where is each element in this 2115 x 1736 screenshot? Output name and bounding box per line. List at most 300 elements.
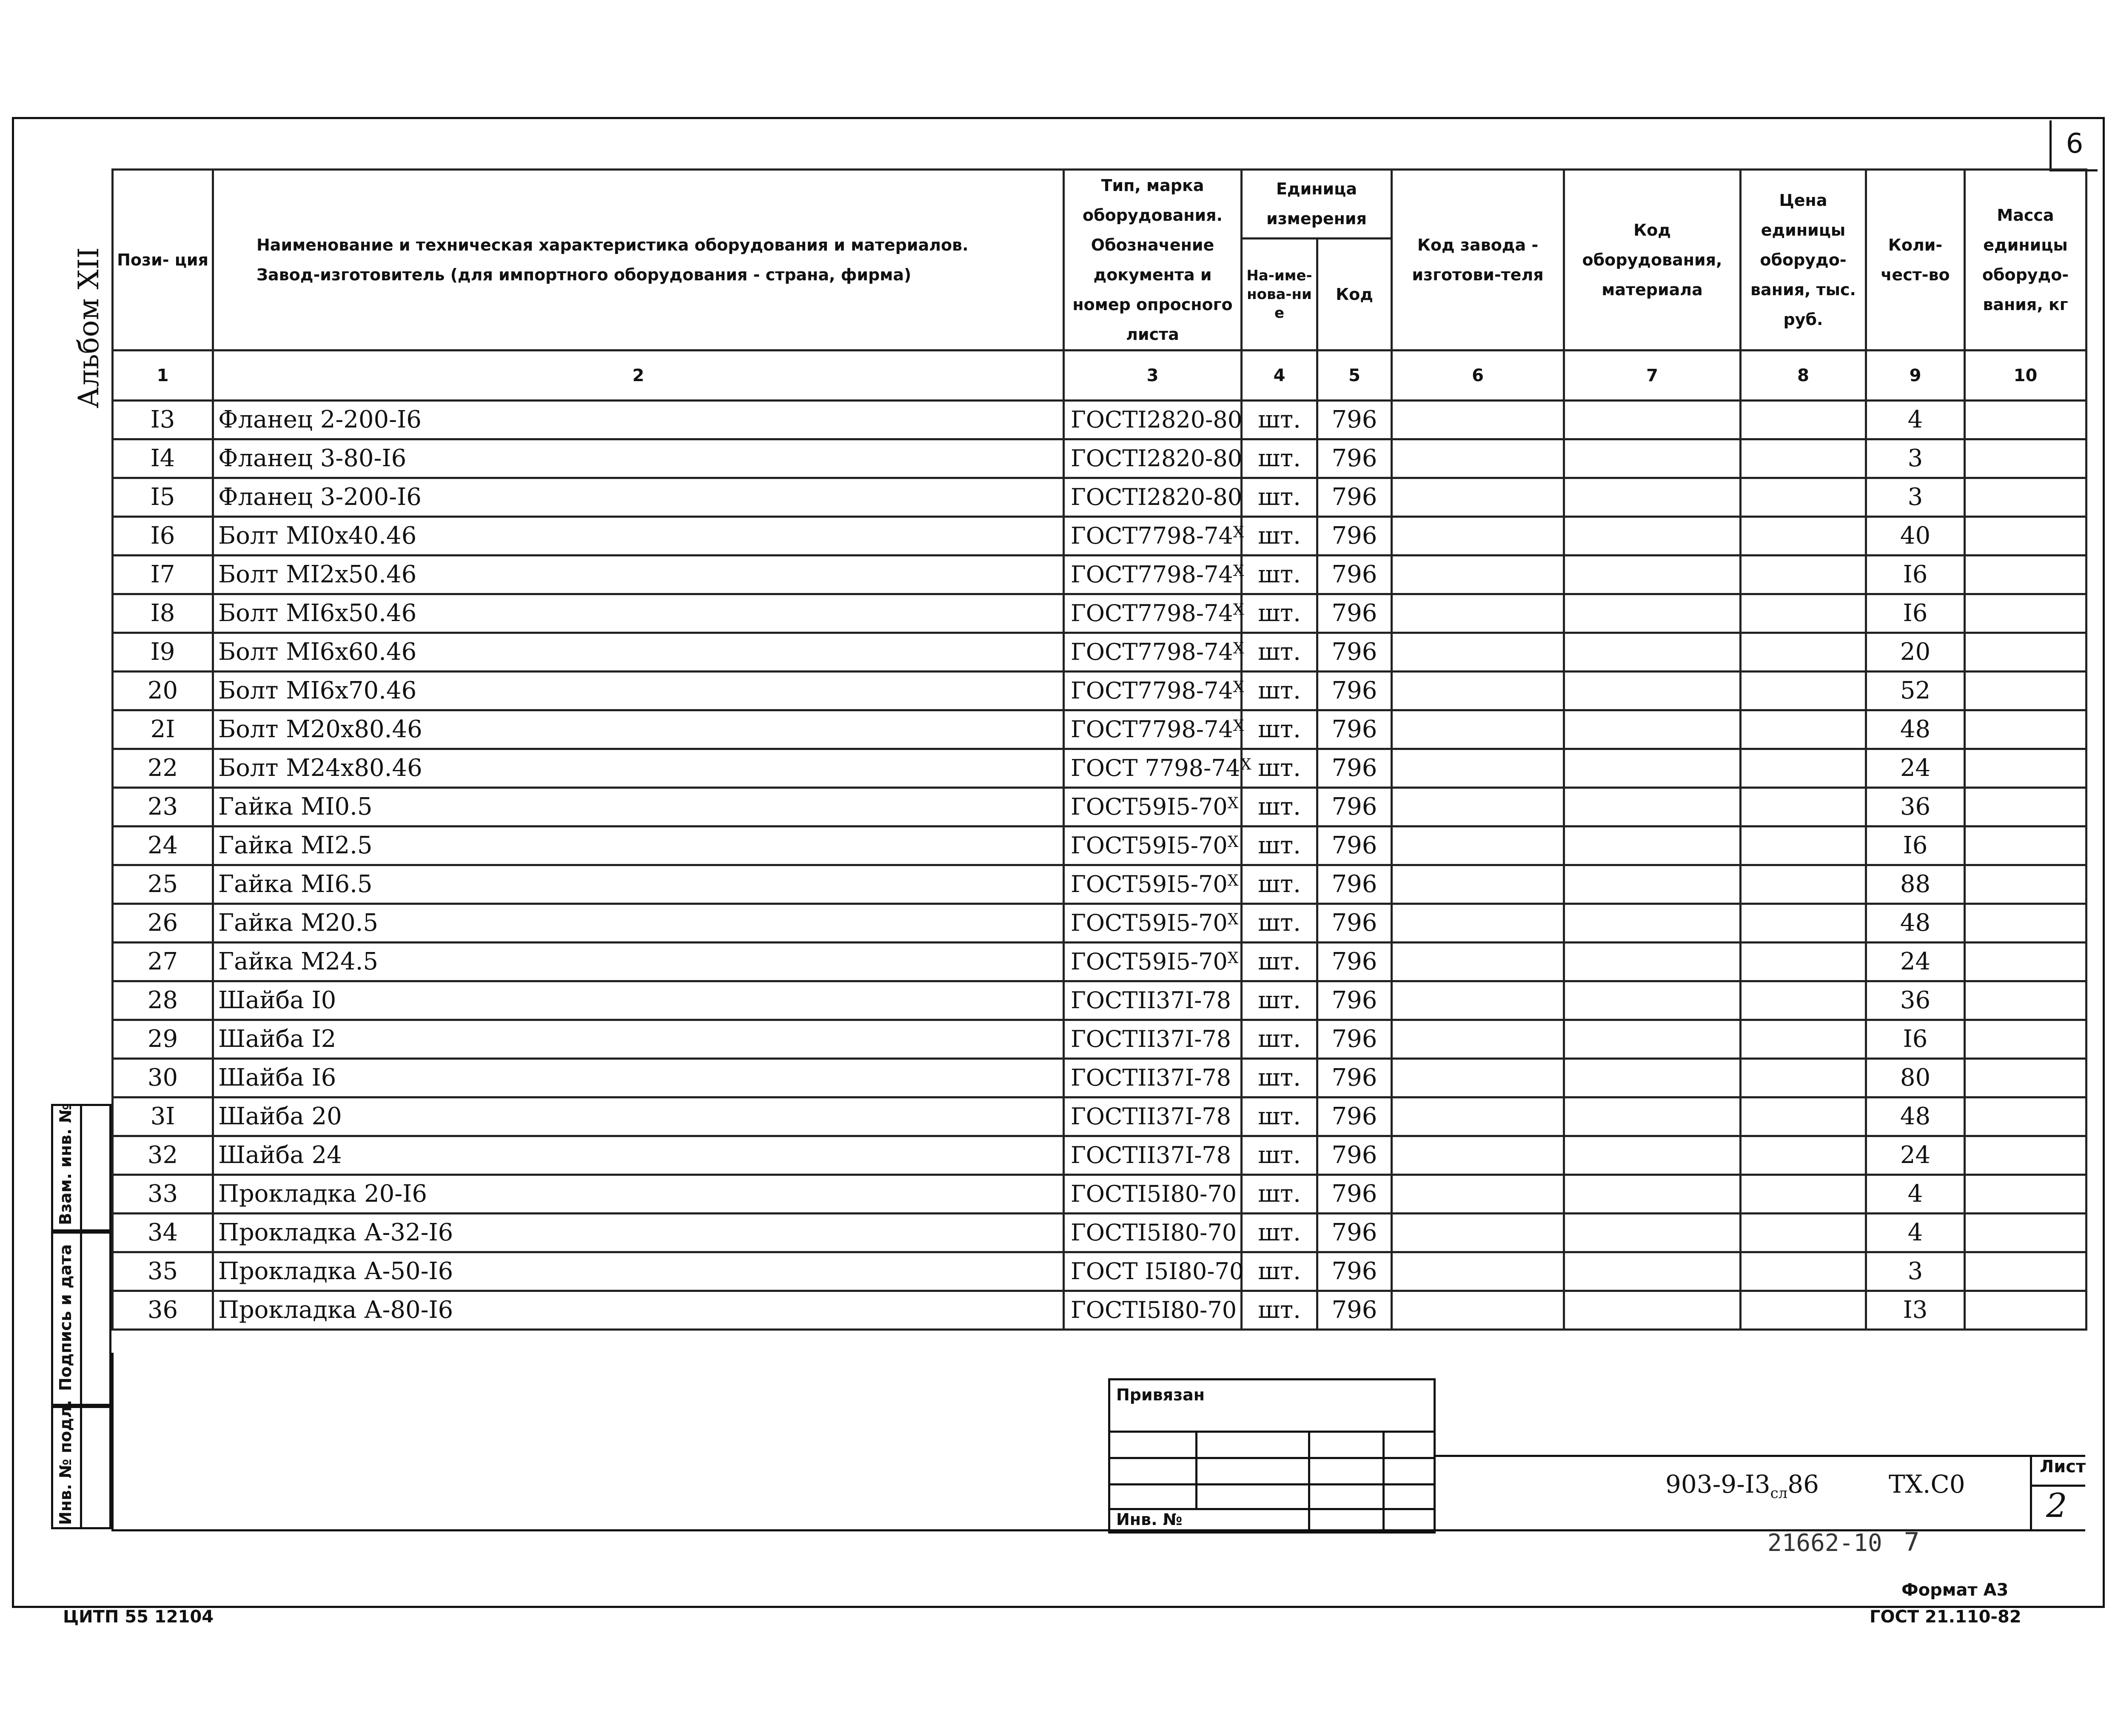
row-unit-price bbox=[1741, 439, 1866, 478]
row-mass bbox=[1965, 401, 2086, 439]
row-unit-price bbox=[1741, 1059, 1866, 1097]
row-position: 24 bbox=[113, 827, 213, 865]
row-equipment-code bbox=[1564, 981, 1741, 1020]
row-quantity: 48 bbox=[1866, 904, 1965, 943]
row-document-text: ГОСТ7798-74 bbox=[1071, 716, 1233, 743]
row-equipment-code bbox=[1564, 478, 1741, 517]
row-factory-code bbox=[1392, 517, 1564, 556]
row-equipment-code bbox=[1564, 401, 1741, 439]
row-factory-code bbox=[1392, 556, 1564, 594]
row-document-text: ГОСТ59I5-70 bbox=[1071, 948, 1228, 975]
row-position: 35 bbox=[113, 1252, 213, 1291]
row-factory-code bbox=[1392, 478, 1564, 517]
side-stamp-inv-original: Инв. № подл. bbox=[56, 1400, 75, 1525]
table-row bbox=[113, 439, 2086, 478]
row-unit: шт. bbox=[1242, 981, 1317, 1020]
title-block-divider bbox=[2030, 1455, 2032, 1531]
row-mass bbox=[1965, 1214, 2086, 1252]
row-mass bbox=[1965, 633, 2086, 672]
row-mass bbox=[1965, 594, 2086, 633]
row-mass bbox=[1965, 981, 2086, 1020]
row-factory-code bbox=[1392, 633, 1564, 672]
row-document bbox=[1064, 827, 1242, 865]
row-unit-code: 796 bbox=[1317, 633, 1392, 672]
row-unit: шт. bbox=[1242, 904, 1317, 943]
row-document bbox=[1064, 788, 1242, 827]
designation bbox=[1665, 1470, 1819, 1502]
printer-code: ЦИТП 55 12104 bbox=[63, 1607, 214, 1627]
row-name: Шайба I6 bbox=[213, 1059, 1064, 1097]
row-unit-price bbox=[1741, 710, 1866, 749]
row-document-text: ГОСТ59I5-70 bbox=[1071, 871, 1228, 898]
row-quantity: 48 bbox=[1866, 1097, 1965, 1136]
row-position: 36 bbox=[113, 1291, 213, 1330]
row-mass bbox=[1965, 1020, 2086, 1059]
row-factory-code bbox=[1392, 1175, 1564, 1214]
col-number: 4 bbox=[1242, 351, 1317, 401]
row-equipment-code bbox=[1564, 1175, 1741, 1214]
row-unit-code: 796 bbox=[1317, 1175, 1392, 1214]
sheet-corner-number: 6 bbox=[2049, 120, 2098, 171]
row-unit-code: 796 bbox=[1317, 401, 1392, 439]
header-unit-price: Цена единицы оборудо-вания, тыс. руб. bbox=[1741, 170, 1866, 351]
row-equipment-code bbox=[1564, 633, 1741, 672]
table-row bbox=[113, 710, 2086, 749]
row-document bbox=[1064, 1020, 1242, 1059]
row-document-superscript: X bbox=[1233, 601, 1244, 619]
row-position: 28 bbox=[113, 981, 213, 1020]
row-unit: шт. bbox=[1242, 710, 1317, 749]
row-position: I6 bbox=[113, 517, 213, 556]
row-quantity: 40 bbox=[1866, 517, 1965, 556]
row-document-superscript: X bbox=[1233, 640, 1244, 657]
row-name: Фланец 2-200-I6 bbox=[213, 401, 1064, 439]
table-row bbox=[113, 904, 2086, 943]
row-mass bbox=[1965, 710, 2086, 749]
row-document bbox=[1064, 594, 1242, 633]
attached-stamp bbox=[1108, 1378, 1436, 1534]
row-position: 2I bbox=[113, 710, 213, 749]
row-factory-code bbox=[1392, 981, 1564, 1020]
row-document-text: ГОСТ7798-74 bbox=[1071, 522, 1233, 549]
row-unit-price bbox=[1741, 1136, 1866, 1175]
row-unit-code: 796 bbox=[1317, 943, 1392, 981]
row-document-superscript: X bbox=[1233, 524, 1244, 541]
row-unit: шт. bbox=[1242, 556, 1317, 594]
row-document bbox=[1064, 478, 1242, 517]
row-equipment-code bbox=[1564, 1097, 1741, 1136]
row-equipment-code bbox=[1564, 827, 1741, 865]
row-equipment-code bbox=[1564, 865, 1741, 904]
row-unit: шт. bbox=[1242, 633, 1317, 672]
row-document-superscript: X bbox=[1227, 911, 1239, 928]
stamp-inv-label: Инв. № bbox=[1116, 1510, 1183, 1529]
row-name: Фланец 3-80-I6 bbox=[213, 439, 1064, 478]
row-position: 34 bbox=[113, 1214, 213, 1252]
row-factory-code bbox=[1392, 904, 1564, 943]
row-factory-code bbox=[1392, 827, 1564, 865]
row-name: Гайка МI0.5 bbox=[213, 788, 1064, 827]
row-unit: шт. bbox=[1242, 1020, 1317, 1059]
column-number-row bbox=[113, 351, 2086, 401]
row-mass bbox=[1965, 943, 2086, 981]
row-document-superscript: X bbox=[1233, 717, 1244, 735]
side-stamp-replace-inv: Взам. инв. № bbox=[56, 1103, 75, 1225]
row-name: Гайка М20.5 bbox=[213, 904, 1064, 943]
header-name bbox=[213, 170, 1064, 351]
row-document-text: ГОСТ59I5-70 bbox=[1071, 832, 1228, 859]
attached-label: Привязан bbox=[1116, 1385, 1205, 1404]
row-document-superscript: X bbox=[1233, 562, 1244, 580]
table-row bbox=[113, 943, 2086, 981]
row-unit: шт. bbox=[1242, 943, 1317, 981]
header-unit-code: Код bbox=[1317, 238, 1392, 350]
col-number: 3 bbox=[1064, 351, 1242, 401]
row-unit-code: 796 bbox=[1317, 1252, 1392, 1291]
table-row bbox=[113, 401, 2086, 439]
row-quantity: 4 bbox=[1866, 401, 1965, 439]
row-quantity: 3 bbox=[1866, 439, 1965, 478]
row-factory-code bbox=[1392, 594, 1564, 633]
row-unit-price bbox=[1741, 827, 1866, 865]
header-factory-code: Код завода - изготови-теля bbox=[1392, 170, 1564, 351]
row-document bbox=[1064, 1097, 1242, 1136]
row-equipment-code bbox=[1564, 1059, 1741, 1097]
row-quantity: 24 bbox=[1866, 1136, 1965, 1175]
row-document-text: ГОСТII37I-78 bbox=[1071, 1026, 1231, 1052]
handwritten-seven: 7 bbox=[1904, 1527, 1920, 1557]
row-factory-code bbox=[1392, 1252, 1564, 1291]
row-name: Прокладка А-50-I6 bbox=[213, 1252, 1064, 1291]
table-row bbox=[113, 1252, 2086, 1291]
row-mass bbox=[1965, 556, 2086, 594]
row-unit: шт. bbox=[1242, 439, 1317, 478]
row-name: Шайба I2 bbox=[213, 1020, 1064, 1059]
row-document-superscript: X bbox=[1227, 949, 1239, 967]
row-mass bbox=[1965, 478, 2086, 517]
row-quantity: 24 bbox=[1866, 749, 1965, 788]
row-unit: шт. bbox=[1242, 401, 1317, 439]
row-quantity: I6 bbox=[1866, 827, 1965, 865]
col-number: 10 bbox=[1965, 351, 2086, 401]
row-equipment-code bbox=[1564, 556, 1741, 594]
row-equipment-code bbox=[1564, 439, 1741, 478]
row-unit-price bbox=[1741, 478, 1866, 517]
row-unit-code: 796 bbox=[1317, 1097, 1392, 1136]
row-unit-price bbox=[1741, 1175, 1866, 1214]
row-equipment-code bbox=[1564, 517, 1741, 556]
row-unit-price bbox=[1741, 1214, 1866, 1252]
stamp-line bbox=[1195, 1431, 1197, 1508]
row-document-superscript: X bbox=[1240, 756, 1251, 773]
row-factory-code bbox=[1392, 1097, 1564, 1136]
left-line bbox=[111, 1353, 114, 1531]
row-document-superscript: X bbox=[1233, 678, 1244, 696]
row-document-text: ГОСТI2820-80 bbox=[1071, 484, 1243, 510]
table-row bbox=[113, 517, 2086, 556]
row-equipment-code bbox=[1564, 788, 1741, 827]
row-position: I5 bbox=[113, 478, 213, 517]
title-block-top bbox=[1436, 1455, 2085, 1457]
row-unit-code: 796 bbox=[1317, 981, 1392, 1020]
row-equipment-code bbox=[1564, 1214, 1741, 1252]
table-body bbox=[113, 401, 2086, 1330]
row-document-text: ГОСТ59I5-70 bbox=[1071, 793, 1228, 820]
col-number: 1 bbox=[113, 351, 213, 401]
row-document-text: ГОСТ7798-74 bbox=[1071, 600, 1233, 627]
row-mass bbox=[1965, 1252, 2086, 1291]
row-document bbox=[1064, 517, 1242, 556]
header-unit-name: На-име-нова-ние bbox=[1242, 238, 1317, 350]
format-label: Формат А3 bbox=[1901, 1580, 2009, 1600]
row-name: Фланец 3-200-I6 bbox=[213, 478, 1064, 517]
row-position: 25 bbox=[113, 865, 213, 904]
row-name: Болт МI6х70.46 bbox=[213, 672, 1064, 710]
row-position: I4 bbox=[113, 439, 213, 478]
row-document bbox=[1064, 1136, 1242, 1175]
row-factory-code bbox=[1392, 1136, 1564, 1175]
row-unit-price bbox=[1741, 1097, 1866, 1136]
row-document-text: ГОСТ59I5-70 bbox=[1071, 909, 1228, 936]
row-document bbox=[1064, 1059, 1242, 1097]
row-unit: шт. bbox=[1242, 788, 1317, 827]
row-unit-price bbox=[1741, 1252, 1866, 1291]
col-number: 6 bbox=[1392, 351, 1564, 401]
row-unit-price bbox=[1741, 788, 1866, 827]
row-unit-code: 796 bbox=[1317, 710, 1392, 749]
row-unit-price bbox=[1741, 672, 1866, 710]
row-factory-code bbox=[1392, 1291, 1564, 1330]
row-unit-price bbox=[1741, 1020, 1866, 1059]
header-mass: Масса единицы оборудо-вания, кг bbox=[1965, 170, 2086, 351]
row-position: I3 bbox=[113, 401, 213, 439]
col-number: 9 bbox=[1866, 351, 1965, 401]
row-name: Болт МI0х40.46 bbox=[213, 517, 1064, 556]
table-row bbox=[113, 1214, 2086, 1252]
row-unit: шт. bbox=[1242, 1136, 1317, 1175]
row-unit: шт. bbox=[1242, 478, 1317, 517]
row-position: 22 bbox=[113, 749, 213, 788]
row-document bbox=[1064, 401, 1242, 439]
col-number: 2 bbox=[213, 351, 1064, 401]
table-row bbox=[113, 1097, 2086, 1136]
row-mass bbox=[1965, 1291, 2086, 1330]
row-mass bbox=[1965, 672, 2086, 710]
row-quantity: 4 bbox=[1866, 1214, 1965, 1252]
header-unit: Единица измерения bbox=[1242, 170, 1392, 239]
gost-reference: ГОСТ 21.110-82 bbox=[1870, 1607, 2021, 1627]
row-document-text: ГОСТI5I80-70 bbox=[1071, 1219, 1237, 1246]
row-unit: шт. bbox=[1242, 1097, 1317, 1136]
row-unit-code: 796 bbox=[1317, 904, 1392, 943]
specification-table bbox=[111, 168, 2087, 1331]
row-unit-code: 796 bbox=[1317, 439, 1392, 478]
col-number: 7 bbox=[1564, 351, 1741, 401]
row-name: Шайба 20 bbox=[213, 1097, 1064, 1136]
row-unit: шт. bbox=[1242, 1214, 1317, 1252]
row-unit-code: 796 bbox=[1317, 865, 1392, 904]
designation-year: 86 bbox=[1787, 1470, 1819, 1499]
designation-main: 903-9-I3 bbox=[1665, 1470, 1770, 1499]
row-position: I9 bbox=[113, 633, 213, 672]
row-position: 20 bbox=[113, 672, 213, 710]
row-document-text: ГОСТI2820-80 bbox=[1071, 445, 1243, 472]
handwritten-inventory-number: 21662-10 bbox=[1767, 1529, 1882, 1557]
row-position: 32 bbox=[113, 1136, 213, 1175]
side-stamp-signature-date: Подпись и дата bbox=[56, 1244, 75, 1391]
row-unit: шт. bbox=[1242, 1059, 1317, 1097]
row-unit-code: 796 bbox=[1317, 788, 1392, 827]
row-unit-code: 796 bbox=[1317, 517, 1392, 556]
row-quantity: 36 bbox=[1866, 981, 1965, 1020]
table-row bbox=[113, 1020, 2086, 1059]
header-quantity: Коли-чест-во bbox=[1866, 170, 1965, 351]
row-quantity: 24 bbox=[1866, 943, 1965, 981]
row-quantity: 3 bbox=[1866, 1252, 1965, 1291]
row-unit-price bbox=[1741, 865, 1866, 904]
row-position: 29 bbox=[113, 1020, 213, 1059]
row-unit-code: 796 bbox=[1317, 1059, 1392, 1097]
row-unit: шт. bbox=[1242, 749, 1317, 788]
table-row bbox=[113, 633, 2086, 672]
row-unit-price bbox=[1741, 517, 1866, 556]
row-document-superscript: X bbox=[1227, 795, 1239, 812]
row-quantity: 36 bbox=[1866, 788, 1965, 827]
row-document-text: ГОСТII37I-78 bbox=[1071, 1064, 1231, 1091]
designation-sub: сл bbox=[1770, 1485, 1788, 1502]
row-document-text: ГОСТ I5I80-70 bbox=[1071, 1258, 1244, 1285]
stamp-line bbox=[1308, 1431, 1310, 1533]
row-factory-code bbox=[1392, 672, 1564, 710]
row-quantity: 88 bbox=[1866, 865, 1965, 904]
row-document bbox=[1064, 981, 1242, 1020]
row-position: 23 bbox=[113, 788, 213, 827]
row-mass bbox=[1965, 1059, 2086, 1097]
row-name: Болт МI6х50.46 bbox=[213, 594, 1064, 633]
row-quantity: I6 bbox=[1866, 594, 1965, 633]
row-unit: шт. bbox=[1242, 672, 1317, 710]
row-mass bbox=[1965, 827, 2086, 865]
sheet-number: 2 bbox=[2046, 1487, 2067, 1525]
row-document bbox=[1064, 1214, 1242, 1252]
table-row bbox=[113, 1291, 2086, 1330]
table-row bbox=[113, 749, 2086, 788]
row-factory-code bbox=[1392, 788, 1564, 827]
row-equipment-code bbox=[1564, 1136, 1741, 1175]
row-unit-price bbox=[1741, 904, 1866, 943]
row-name: Прокладка А-80-I6 bbox=[213, 1291, 1064, 1330]
row-quantity: I3 bbox=[1866, 1291, 1965, 1330]
row-unit-code: 796 bbox=[1317, 478, 1392, 517]
row-unit: шт. bbox=[1242, 827, 1317, 865]
table-row bbox=[113, 672, 2086, 710]
row-unit-price bbox=[1741, 633, 1866, 672]
row-document-text: ГОСТII37I-78 bbox=[1071, 1142, 1231, 1169]
row-factory-code bbox=[1392, 439, 1564, 478]
row-unit: шт. bbox=[1242, 865, 1317, 904]
sheet-label: Лист bbox=[2040, 1457, 2086, 1477]
row-equipment-code bbox=[1564, 710, 1741, 749]
row-position: I8 bbox=[113, 594, 213, 633]
row-document bbox=[1064, 439, 1242, 478]
row-mass bbox=[1965, 517, 2086, 556]
row-mass bbox=[1965, 1097, 2086, 1136]
row-unit-code: 796 bbox=[1317, 1291, 1392, 1330]
row-factory-code bbox=[1392, 749, 1564, 788]
row-quantity: I6 bbox=[1866, 1020, 1965, 1059]
row-factory-code bbox=[1392, 401, 1564, 439]
row-document bbox=[1064, 710, 1242, 749]
table-row bbox=[113, 1136, 2086, 1175]
document-code: ТХ.С0 bbox=[1889, 1470, 1965, 1499]
row-document bbox=[1064, 943, 1242, 981]
header-type-mark: Тип, марка оборудования. Обозначение документа и номер опросного листа bbox=[1064, 170, 1242, 351]
row-name: Гайка МI6.5 bbox=[213, 865, 1064, 904]
row-document bbox=[1064, 749, 1251, 788]
row-factory-code bbox=[1392, 710, 1564, 749]
table-row bbox=[113, 1059, 2086, 1097]
row-quantity: 52 bbox=[1866, 672, 1965, 710]
row-position: 33 bbox=[113, 1175, 213, 1214]
row-name: Болт МI2х50.46 bbox=[213, 556, 1064, 594]
row-equipment-code bbox=[1564, 594, 1741, 633]
row-equipment-code bbox=[1564, 943, 1741, 981]
stamp-line bbox=[1382, 1431, 1385, 1533]
row-unit-price bbox=[1741, 594, 1866, 633]
row-unit-code: 796 bbox=[1317, 556, 1392, 594]
row-mass bbox=[1965, 439, 2086, 478]
row-mass bbox=[1965, 749, 2086, 788]
row-unit: шт. bbox=[1242, 1175, 1317, 1214]
row-unit-code: 796 bbox=[1317, 749, 1392, 788]
row-unit: шт. bbox=[1242, 1252, 1317, 1291]
row-document bbox=[1064, 1175, 1242, 1214]
header-name-line2: Завод-изготовитель (для импортного оборудования - страна, фирма) bbox=[257, 265, 912, 284]
row-unit-code: 796 bbox=[1317, 827, 1392, 865]
row-name: Болт М24х80.46 bbox=[213, 749, 1064, 788]
row-document bbox=[1064, 633, 1242, 672]
row-name: Шайба 24 bbox=[213, 1136, 1064, 1175]
row-document-text: ГОСТ7798-74 bbox=[1071, 639, 1233, 665]
row-unit-price bbox=[1741, 749, 1866, 788]
table-row bbox=[113, 981, 2086, 1020]
row-document-text: ГОСТII37I-78 bbox=[1071, 1103, 1231, 1130]
table-row bbox=[113, 594, 2086, 633]
row-name: Прокладка А-32-I6 bbox=[213, 1214, 1064, 1252]
row-document-text: ГОСТI5I80-70 bbox=[1071, 1180, 1237, 1207]
row-factory-code bbox=[1392, 1214, 1564, 1252]
row-equipment-code bbox=[1564, 749, 1741, 788]
row-mass bbox=[1965, 865, 2086, 904]
stamp-line bbox=[1110, 1457, 1434, 1459]
row-quantity: I6 bbox=[1866, 556, 1965, 594]
row-document-text: ГОСТ 7798-74 bbox=[1071, 755, 1240, 781]
album-label: Альбом XII bbox=[72, 247, 105, 408]
row-name: Болт МI6х60.46 bbox=[213, 633, 1064, 672]
table-row bbox=[113, 478, 2086, 517]
row-equipment-code bbox=[1564, 672, 1741, 710]
row-unit: шт. bbox=[1242, 594, 1317, 633]
row-name: Болт М20х80.46 bbox=[213, 710, 1064, 749]
stamp-line bbox=[1110, 1431, 1434, 1433]
row-mass bbox=[1965, 1175, 2086, 1214]
row-position: 27 bbox=[113, 943, 213, 981]
table-row bbox=[113, 556, 2086, 594]
row-quantity: 80 bbox=[1866, 1059, 1965, 1097]
row-document bbox=[1064, 672, 1242, 710]
row-document-text: ГОСТI2820-80 bbox=[1071, 406, 1243, 433]
row-document-text: ГОСТ7798-74 bbox=[1071, 677, 1233, 704]
